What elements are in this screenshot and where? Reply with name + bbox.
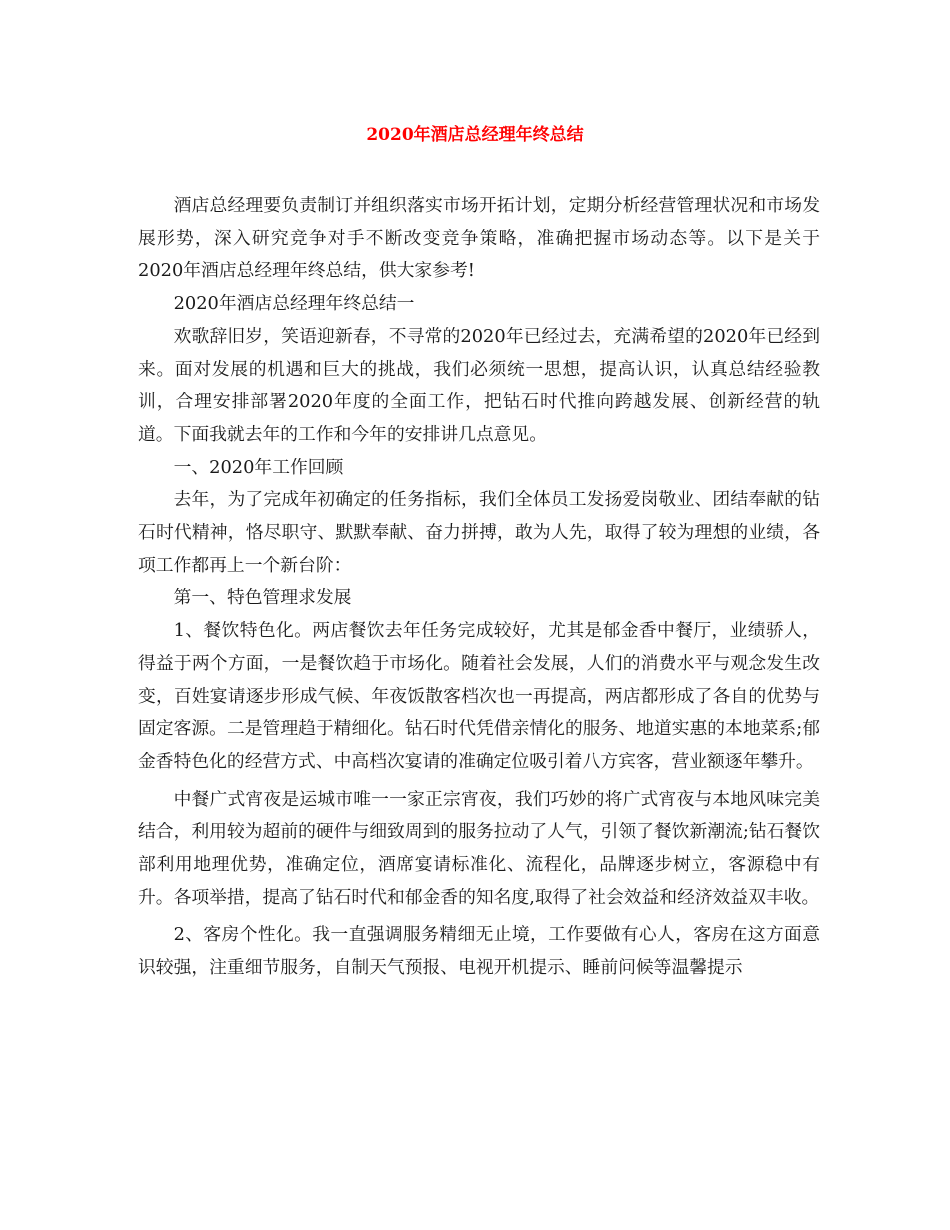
paragraph-intro: 酒店总经理要负责制订并组织落实市场开拓计划，定期分析经营管理状况和市场发展形势，深入研究竞争对手不断改变竞争策略，准确把握市场动态等。以下是关于2020年酒店总经理年终总结，供大家参考! [138,195,820,282]
paragraph-night-snack: 中餐广式宵夜是运城市唯一一家正宗宵夜，我们巧妙的将广式宵夜与本地风味完美结合，利用较为超前的硬件与细致周到的服务拉动了人气，引领了餐饮新潮流;钻石餐饮部利用地理优势，准确定位，酒席宴请标准化、流程化，品牌逐步树立，客源稳中有升。各项举措，提高了钻石时代和郁金香的知名度,取得了社会效益和经济效益双丰收。 [138,788,820,908]
paragraph-last-year: 去年，为了完成年初确定的任务指标，我们全体员工发扬爱岗敬业、团结奉献的钻石时代精神，恪尽职守、默默奉献、奋力拼搏，敢为人先，取得了较为理想的业绩，各项工作都再上一个新台阶： [138,489,820,576]
section-heading-review: 一、2020年工作回顾 [173,456,344,478]
paragraph-subtitle: 2020年酒店总经理年终总结一 [173,293,415,315]
paragraph-rooms: 2、客房个性化。我一直强调服务精细无止境，工作要做有心人，客房在这方面意识较强，注重细节服务，自制天气预报、电视开机提示、睡前问候等温馨提示 [138,924,820,979]
document-body [138,190,820,985]
section-heading-first: 第一、特色管理求发展 [173,587,352,609]
paragraph-opening: 欢歌辞旧岁，笑语迎新春，不寻常的2020年已经过去，充满希望的2020年已经到来。面对发展的机遇和巨大的挑战，我们必须统一思想，提高认识，认真总结经验教训，合理安排部署2020年度的全面工作，把钻石时代推向跨越发展、创新经营的轨道。下面我就去年的工作和今年的安排讲几点意见。 [138,325,820,445]
document-title: 2020年酒店总经理年终总结 [366,125,584,145]
paragraph-catering: 1、餐饮特色化。两店餐饮去年任务完成较好，尤其是郁金香中餐厅，业绩骄人，得益于两个方面，一是餐饮趋于市场化。随着社会发展，人们的消费水平与观念发生改变，百姓宴请逐步形成气候、年夜饭散客档次也一再提高，两店都形成了各自的优势与固定客源。二是管理趋于精细化。钻石时代凭借亲情化的服务、地道实惠的本地菜系;郁金香特色化的经营方式、中高档次宴请的准确定位吸引着八方宾客，营业额逐年攀升。 [138,620,820,772]
